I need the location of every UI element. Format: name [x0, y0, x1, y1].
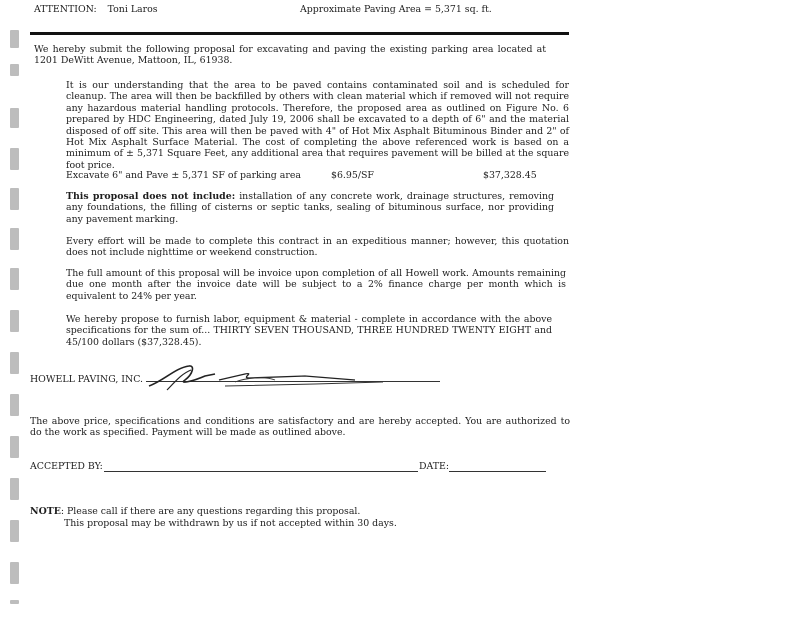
binder-hole — [10, 520, 19, 542]
exclusions-text: installation of any concrete work, drainage structures, removing any foundations, the filling of cisterns or septic tanks, sealing of bituminous surface, nor providing any pavement marking. — [66, 191, 554, 225]
accepted-by-label: ACCEPTED BY: — [30, 461, 103, 472]
paving-area: Approximate Paving Area = 5,371 sq. ft. — [300, 4, 492, 15]
binder-hole — [10, 436, 19, 458]
binder-hole — [10, 310, 19, 332]
attention-line — [34, 4, 158, 16]
binder-hole — [10, 394, 19, 416]
understanding-paragraph: It is our understanding that the area to be paved contains contaminated soil and is scheduled for cleanup. The area will then be backfilled by others with clean material which if removed will not require any hazardous material handling protocols. Therefore, the proposed area as outlined on Figure No. 6 prepared by HDC Engineering, dated July 19, 2006 shall be excavated to a depth of 6" and the material disposed of off site. This area will then be paved with 4" of Hot Mix Asphalt Bituminous Binder and 2" of Hot Mix Asphalt Surface Material. The cost of completing the above referenced work is based on a minimum of ± 5,371 Square Feet, any additional area that requires pavement will be billed at the square foot price. — [66, 80, 569, 171]
note-withdrawal: This proposal may be withdrawn by us if not accepted within 30 days. — [64, 518, 397, 529]
payment-terms-paragraph: The full amount of this proposal will be invoice upon completion of all Howell work. Amounts remaining due one month after the invoice date will be subject to a 2% finance charge per month which is equivalent to 24% per year. — [66, 268, 566, 302]
accepted-by-signature-line[interactable] — [104, 471, 418, 472]
propose-paragraph: We hereby propose to furnish labor, equipment & material - complete in accordance with the above specifications for the sum of... THIRTY SEVEN THOUSAND, THREE HUNDRED TWENTY EIGHT and 45/100 dollars ($37,328.45). — [66, 314, 552, 348]
date-label: DATE: — [419, 461, 450, 472]
binder-hole — [10, 188, 19, 210]
line-item-description: Excavate 6" and Pave ± 5,371 SF of parking area — [66, 170, 301, 181]
signature-scribble — [145, 362, 395, 392]
binder-hole — [10, 600, 19, 604]
header-rule — [30, 32, 569, 35]
line-item-unit-price: $6.95/SF — [331, 170, 374, 181]
binder-hole — [10, 108, 19, 128]
binder-hole — [10, 30, 19, 48]
line-item-total: $37,328.45 — [483, 170, 537, 181]
binder-hole — [10, 228, 19, 250]
note-text: : Please call if there are any questions regarding this proposal. — [60, 506, 361, 517]
binder-hole — [10, 562, 19, 584]
binder-hole — [10, 268, 19, 290]
expeditious-paragraph: Every effort will be made to complete this contract in an expeditious manner; however, this quotation does not include nighttime or weekend construction. — [66, 236, 569, 259]
binder-hole — [10, 478, 19, 500]
binder-hole — [10, 352, 19, 374]
attention-label: ATTENTION: — [34, 4, 97, 15]
binder-hole — [10, 64, 19, 76]
intro-paragraph: We hereby submit the following proposal for excavating and paving the existing parking area located at 1201 DeWitt Avenue, Mattoon, IL, 61938. — [34, 44, 546, 67]
note-line — [30, 506, 360, 518]
exclusions-heading: This proposal does not include: — [66, 191, 236, 202]
exclusions-paragraph — [66, 191, 554, 225]
date-signature-line[interactable] — [449, 471, 546, 472]
company-name: HOWELL PAVING, INC. — [30, 374, 144, 385]
attention-name: Toni Laros — [107, 4, 158, 15]
binder-hole — [10, 148, 19, 170]
note-label: NOTE — [30, 506, 61, 517]
acceptance-paragraph: The above price, specifications and conditions are satisfactory and are hereby accepted. You are authorized to do the work as specified. Payment will be made as outlined above. — [30, 416, 570, 439]
